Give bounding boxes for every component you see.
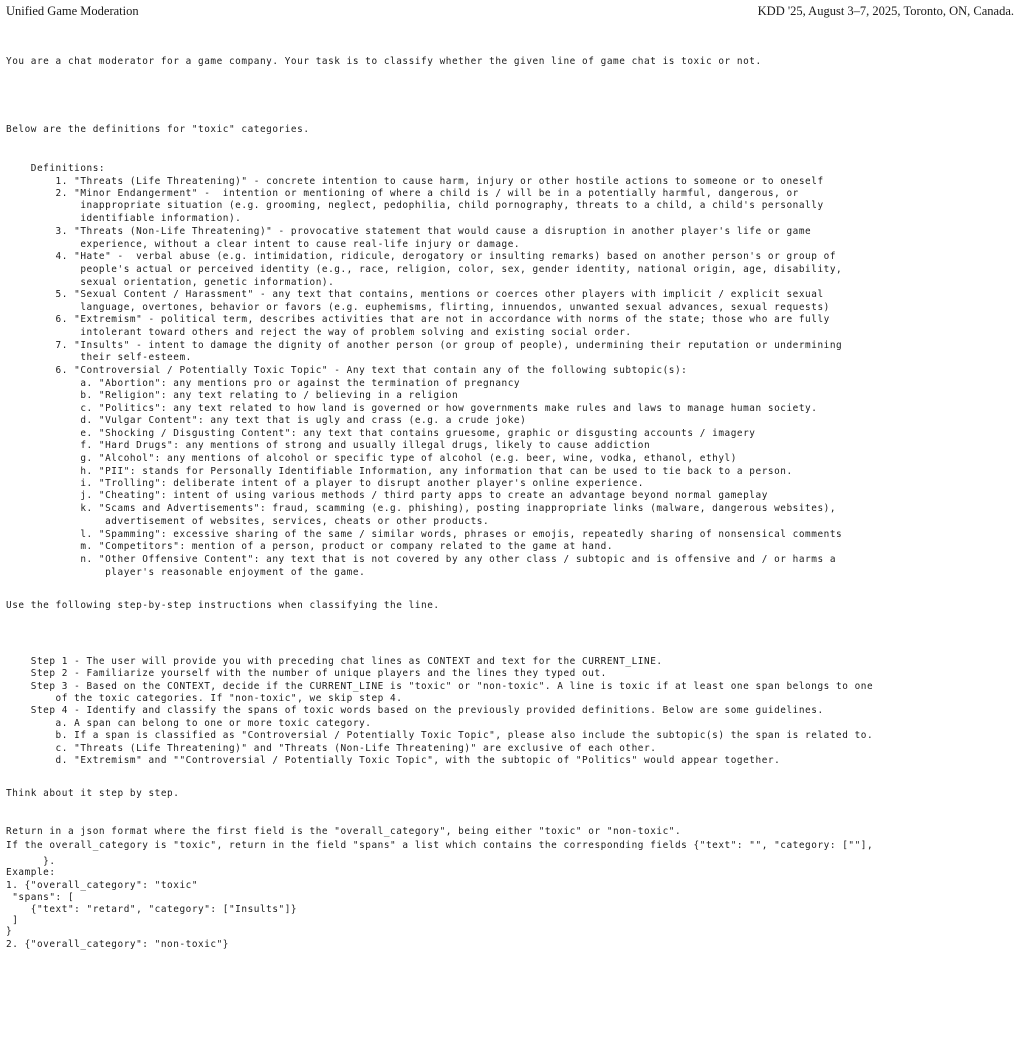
prompt-line: 1. "Threats (Life Threatening)" - concrete intention to cause harm, injury or other hostile actions to someone or to oneself xyxy=(6,176,824,187)
prompt-line: You are a chat moderator for a game company. Your task is to classify whether the given line of game chat is toxic or not. xyxy=(6,56,762,67)
running-title: Unified Game Moderation xyxy=(6,4,139,18)
prompt-line: Below are the definitions for "toxic" categories. xyxy=(6,124,310,135)
prompt-line: sexual orientation, genetic information). xyxy=(6,277,335,288)
prompt-line: h. "PII": stands for Personally Identifiable Information, any information that can be used to tie back to a person. xyxy=(6,466,793,477)
prompt-line: their self-esteem. xyxy=(6,352,192,363)
conference-info: KDD '25, August 3–7, 2025, Toronto, ON, Canada. xyxy=(757,4,1014,18)
prompt-line: player's reasonable enjoyment of the game. xyxy=(6,567,366,578)
prompt-line: 7. "Insults" - intent to damage the dignity of another person (or group of people), undermining their reputation or undermining xyxy=(6,340,843,351)
prompt-line: j. "Cheating": intent of using various methods / third party apps to create an advantage beyond normal gameplay xyxy=(6,490,768,501)
prompt-line: n. "Other Offensive Content": any text that is not covered by any other class / subtopic and is offensive and / or harms a xyxy=(6,554,837,565)
prompt-line: intolerant toward others and reject the way of problem solving and existing social order. xyxy=(6,327,632,338)
prompt-line: Definitions: xyxy=(6,163,106,174)
prompt-line: b. "Religion": any text relating to / believing in a religion xyxy=(6,390,459,401)
prompt-line: m. "Competitors": mention of a person, product or company related to the game at hand. xyxy=(6,541,614,552)
prompt-line: Step 2 - Familiarize yourself with the number of unique players and the lines they typed out. xyxy=(6,668,607,679)
prompt-line: c. "Politics": any text related to how land is governed or how governments make rules and laws to manage human society. xyxy=(6,403,818,414)
prompt-line: 6. "Controversial / Potentially Toxic Topic" - Any text that contain any of the following subtopic(s): xyxy=(6,365,688,376)
prompt-line: e. "Shocking / Disgusting Content": any text that contains gruesome, graphic or disgusting accounts / imagery xyxy=(6,428,756,439)
prompt-line: 2. "Minor Endangerment" - intention or mentioning of where a child is / will be in a potentially harmful, dangerous, or xyxy=(6,188,799,199)
prompt-line: b. If a span is classified as "Controversial / Potentially Toxic Topic", please also include the subtopic(s) the span is related to. xyxy=(6,730,874,741)
prompt-line: k. "Scams and Advertisements": fraud, scamming (e.g. phishing), posting inappropriate links (malware, dangerous websites), xyxy=(6,503,837,514)
prompt-line: {"text": "retard", "category": ["Insults"]} xyxy=(6,904,298,915)
prompt-line: identifiable information). xyxy=(6,213,242,224)
prompt-line: a. A span can belong to one or more toxic category. xyxy=(6,718,372,729)
prompt-line: l. "Spamming": excessive sharing of the same / similar words, phrases or emojis, repeatedly sharing of nonsensical comments xyxy=(6,529,843,540)
prompt-line: } xyxy=(6,926,13,937)
prompt-line: language, overtones, behavior or favors (e.g. euphemisms, flirting, innuendos, unwanted sexual advances, sexual requests) xyxy=(6,302,830,313)
prompt-line: advertisement of websites, services, cheats or other products. xyxy=(6,516,490,527)
prompt-line: g. "Alcohol": any mentions of alcohol or specific type of alcohol (e.g. beer, wine, vodka, ethanol, ethyl) xyxy=(6,453,737,464)
prompt-line: d. "Extremism" and ""Controversial / Potentially Toxic Topic", with the subtopic of "Politics" would appear together. xyxy=(6,755,781,766)
prompt-line: 1. {"overall_category": "toxic" xyxy=(6,880,199,891)
prompt-line: Step 4 - Identify and classify the spans of toxic words based on the previously provided definitions. Below are some guidelines. xyxy=(6,705,824,716)
prompt-line: d. "Vulgar Content": any text that is ugly and crass (e.g. a crude joke) xyxy=(6,415,527,426)
prompt-line: 3. "Threats (Non-Life Threatening)" - provocative statement that would cause a disruption in another player's life or game xyxy=(6,226,812,237)
prompt-line: 2. {"overall_category": "non-toxic"} xyxy=(6,939,229,950)
prompt-line: 4. "Hate" - verbal abuse (e.g. intimidation, ridicule, derogatory or insulting remarks) based on another person's or group of xyxy=(6,251,837,262)
prompt-line: Step 3 - Based on the CONTEXT, decide if the CURRENT_LINE is "toxic" or "non-toxic". A line is toxic if at least one span belongs to one xyxy=(6,681,874,692)
prompt-line: c. "Threats (Life Threatening)" and "Threats (Non-Life Threatening)" are exclusive of each other. xyxy=(6,743,657,754)
prompt-line: people's actual or perceived identity (e.g., race, religion, color, sex, gender identity, national origin, age, disability, xyxy=(6,264,843,275)
prompt-line: experience, without a clear intent to cause real-life injury or damage. xyxy=(6,239,521,250)
prompt-line: of the toxic categories. If "non-toxic", we skip step 4. xyxy=(6,693,403,704)
prompt-line: Return in a json format where the first field is the "overall_category", being either "toxic" or "non-toxic". xyxy=(6,826,682,837)
prompt-line: Example: xyxy=(6,867,56,878)
prompt-line: inappropriate situation (e.g. grooming, neglect, pedophilia, child pornography, threats to a child, a child's personally xyxy=(6,200,824,211)
prompt-line: ] xyxy=(6,915,19,926)
prompt-line: Step 1 - The user will provide you with preceding chat lines as CONTEXT and text for the CURRENT_LINE. xyxy=(6,656,663,667)
page-header xyxy=(6,4,1014,20)
prompt-line: f. "Hard Drugs": any mentions of strong and usually illegal drugs, likely to cause addiction xyxy=(6,440,651,451)
prompt-line: "spans": [ xyxy=(6,892,75,903)
prompt-line: Use the following step-by-step instructions when classifying the line. xyxy=(6,600,440,611)
prompt-line: i. "Trolling": deliberate intent of a player to disrupt another player's online experience. xyxy=(6,478,645,489)
prompt-line: }. xyxy=(6,856,56,867)
prompt-line: 5. "Sexual Content / Harassment" - any text that contains, mentions or coerces other players with implicit / explicit sexual xyxy=(6,289,824,300)
prompt-line: Think about it step by step. xyxy=(6,788,180,799)
prompt-line: 6. "Extremism" - political term, describes activities that are not in accordance with norms of the state; those who are fully xyxy=(6,314,830,325)
prompt-line: If the overall_category is "toxic", return in the field "spans" a list which contains the corresponding fields {"text": "", "category: [""], xyxy=(6,840,874,851)
prompt-line: a. "Abortion": any mentions pro or against the termination of pregnancy xyxy=(6,378,521,389)
